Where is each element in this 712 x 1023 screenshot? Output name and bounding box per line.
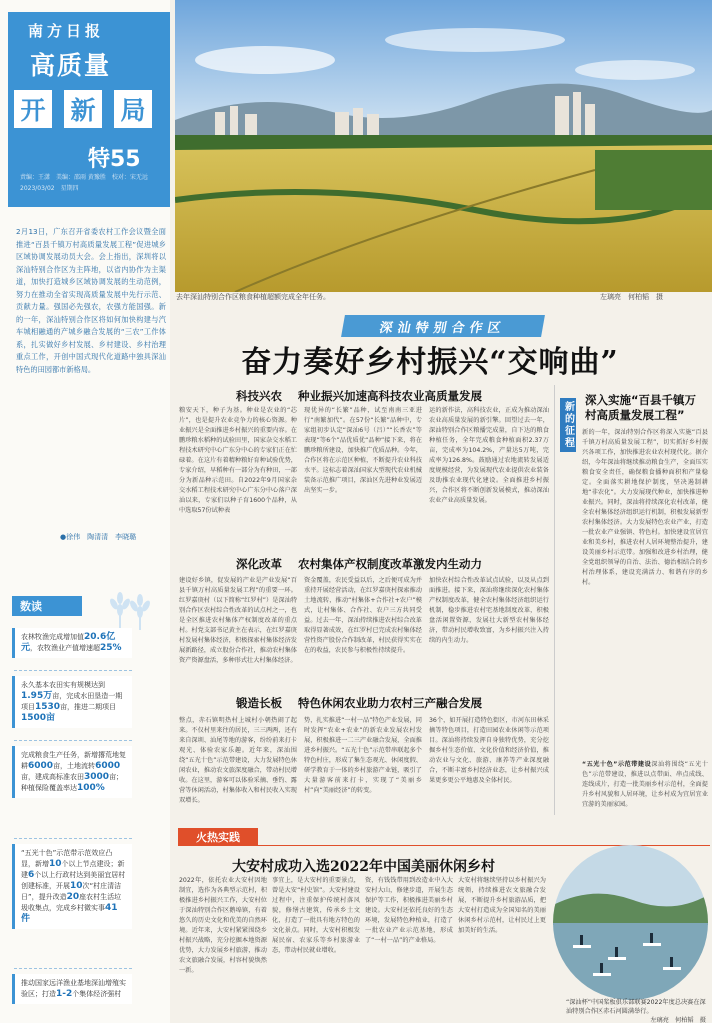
logo-char-1: 开 [14,90,52,128]
hot-story-title: 大安村成功入选2022年中国美丽休闲乡村 [232,859,495,875]
special-issue: 特55 [88,147,141,172]
section-3-heading: 锻造长板 特色休闲农业助力农村三产融合发展 [236,696,482,710]
stat-divider [14,838,132,839]
side-story-body: 新的一年，深汕特别合作区将深入实施“百县千镇万村高质量发展工程”，切实抓好乡村振兴各项工作，加快推进农业农村现代化。据介绍，今年深汕将继续推动粮食生产，全面压实粮食安全责任，确保粮食播种面积和产量稳定。全面落实耕地保护制度，坚决遏制耕地“非农化”。大力发展现代种业，加快推进种业振兴。同时，深汕将持续深化农村改革，健全农村集体经济组织运行机制，积极发展新型农村集体经济。大力发展特色农业产业，打造一批农业产业强镇、特色村。加快建设宜居宜业和美乡村，推进农村人居环境整治提升，建设美丽乡村示范带。加强和改进乡村治理，健全党组织领导的自治、法治、德治相结合的乡村治理体系，建设充满活力、和谐有序的乡村。 [582,429,708,586]
stat-item-1: 农林牧渔完成增加值20.6亿元，农牧渔业产值增速超25% [12,628,132,658]
section-1-col-1: 粮安天下，种子为基。种业是农业的“芯片”，也是提升农业竞争力的核心资源。种业振兴是全面推进乡村振兴的重要内容。在鹏珍粮水稻种的试验田里，国家杂交水稻工程技术研究中心广东分中心的专家们正在忙碌着。在这片有着精种粮好育种试验优势，专家介绍，早稻种有一部分为有种田，一部分为新品种示范田。自2022年9月国家杂交水稻工程技术研究中心广东分中心落户深汕以来，专家们以种子育1600个品种，从中选取57份试种表 [179,407,297,514]
stat-item-5: 推动国家远洋渔业基地深汕增殖实验区；打造1-2个集体经济强村 [12,974,132,1004]
hot-story-col-4: 大安村将继续坚持以乡村振兴为统领，持续推进农文旅融合发展，不断提升乡村旅游品质，把大安村打造成为全国知名的美丽休闲乡村示范村，让村民过上更加美好的生活。 [458,877,546,934]
headline-kicker: 深汕特别合作区 [341,315,545,337]
intro-text: 2月13日，广东召开省委农村工作会议暨全面推进“百县千镇万村高质量发展工程”促进城乡区域协调发展动员大会。会上指出，深圳将以深汕特别合作区为主阵地，以省内协作为主渠道，加快打造城乡区域协调发展的生动范例，努力在推动全省实现高质量发展中先行示范、贡献力量。强国必先强农，农强方能国强。新的一年，深汕特别合作区将如何加快构建与汽车城相融通的产城乡融合发展的“三农”工作体系，扎实做好乡村发展、乡村建设、乡村治理重点工作，开创中国式现代化道路中独具深汕特色的田园都市新格局。 [16,227,166,374]
masthead: 南方日报 [28,22,105,40]
top-photo [175,0,712,292]
section-3-col-1: 整点，赤石镇明热村上城村小朝热闹了起来。不仅村里来往的居民，三三两两，还有来自深圳、汕尾等地的游客，纷纷前来打卡观光、体验农家乐趣。近年来，深汕围绕“五光十色”示范带建设，大力发展特色休闲农业，推动农文旅深度融合，带动村民增收。在这里，游客可以体验采摘、垂钓、露营等休闲活动，村集体收入和村民收入实现双增长。 [179,717,297,804]
section-1-col-3: 运的新作法，高科技农业，正成为推动深汕农业高质量发展的新引擎。回望过去一年，深汕特别合作区粮播完成量，自下达的粮食种植任务，全年完成粮食种植面积2.37万亩，完成率为104.2%，产量达5万吨，完成率为126.8%。鼓励通过农地流转发展适度规模经营，为发展现代农业提供农业装备及助推农业现代化建设。全面推进乡村振兴，合作区将不断创新发展模式，推动深汕农业产业高质量发展。 [429,407,549,504]
section-1-heading: 科技兴农 种业振兴加速高科技农业高质量发展 [236,389,482,403]
side-story-tag: 新的征程 [560,398,576,452]
section-3-col-2: 势，扎实推进“一村一品”特色产业发展，同时发挥“农业+农业”的新农业发展农村发展，积极推进一二三产业融合发展，全面推进乡村振兴。“五光十色”示范带串联起多个特色村庄，形成了集生态观光、休闲度假、研学教育于一体的乡村旅游产业链，吸引了大量游客前来打卡，实现了“美丽乡村”向“美丽经济”的转变。 [304,717,422,794]
stat-item-3: 完成粮食生产任务，新增撂荒地复耕6000亩，土地流转6000亩，建成高标准农田3000亩；种植保险覆盖率达100% [12,746,132,798]
section-2-col-1: 建设好乡镇，促发展的产业是产业发展“百县千镇万村高质量发展工程”的重要一环。红罗嘉庚村（以下简称“红罗村”）是深汕特别合作区农村综合性改革的试点村之一，也是全区推进农村集体产权制度改革的重点村。村党支部书记黄主在表示，在红罗嘉庚村发展村集体经济，积极探索村集体经济发展新路径，成立股份合作社，推动农村集体资产资源盘活，多种形式壮大村集体经济。 [179,577,297,664]
wheat-icon [100,590,160,630]
hot-story-col-3: 资，有钱钱带用到改造业中入大安村大山，修建步道，开展生态保护等工作，积极推进美丽乡村建设。大安村还依托良好的生态环境，发展特色种植业，打造了一批农业产业示范基地，形成了“一村一品”的产业格局。 [365,877,453,944]
section-3-col-3: 36个，如开展打造特色街区，市河东田林采摘等特色项目，打造田园农业休闲等示范项目。深汕将持续发挥自身独特优势，充分挖掘乡村生态价值、文化价值和经济价值，推动农业与文化、旅游、康养等产业深度融合，不断丰富乡村经济业态，让乡村振兴成果更多更公平地惠及全体村民。 [429,717,549,784]
hot-story-col-2: 事宜上，是大安村的重要景点，曾是大安“村史馆”。大安村建设过程中，注重保护传统村落风貌，修缮古建筑，传承乡土文化，打造了一批具有地方特色的文化景点。同时，大安村积极发展民宿、农家乐等乡村旅游业态，带动村民就业增收。 [272,877,360,954]
paddleboard-photo [553,845,708,1000]
photo-caption: 去年深汕特别合作区粮食种植超额完成全年任务。 [176,293,330,301]
intro-author: ●徐伟 陶清清 李晓璐 [60,533,137,541]
logo-char-2: 新 [64,90,102,128]
stat-divider [14,670,132,671]
section-2-col-2: 资金覆盖，农民受益以后，之后便可成为并重持开展经营活动，在红罗嘉庚村探索推动土地流转，推动“村集体+合作社+农户”模式，让村集体、合作社、农户三方共同受益。过去一年，深汕持续推进农村综合改革取得显著成效，在红罗村已完成农村集体经营性资产股份合作制改革，村民获得实实在在的收益，农民参与积极性持续提升。 [304,577,422,654]
data-label: 数读 [12,596,82,616]
photo-credit: 左璃亮 何柏韬 摄 [600,293,663,301]
hot-story-col-1: 2022年，依托农业大安村因地制宜，选作为各典型示范村，积极推进乡村振兴工作，大安村位于深汕特别合作区鹅埠镇，有着悠久的历史文化和优美的自然环境。近年来，大安村紧紧围绕乡村振兴战略，充分挖掘本地资源优势，大力发展乡村旅游，推动农文旅融合发展，村容村貌焕然一新。 [179,877,267,974]
side-story-title: 深入实施“百县千镇万村高质量发展工程” [585,393,697,422]
stat-divider [14,740,132,741]
logo-char-3: 局 [114,90,152,128]
column-divider [554,385,555,815]
stat-divider [14,968,132,969]
column-logo [14,90,164,144]
side-story-sub: “五光十色”示范带建设深汕将围绕“五光十色”示范带建设，推进以点带面、串点成线、连线成片，打造一批美丽乡村示范村，全面提升乡村风貌和人居环境，让乡村成为宜居宜业宜游的美丽家园。 [582,761,708,808]
stat-item-2: 永久基本农田实有规模达到1.95万亩，完成水田垦造一期项目1530亩，推进二期项目1500亩 [12,676,132,728]
section-2-heading: 深化改革 农村集体产权制度改革激发内生动力 [236,557,482,571]
staff-credits: 责编：王潇 美编：邵雨 黄豫胜 校对：宋无远 2023/03/02 星期四 [20,174,148,192]
column-title: 高质量 [30,51,112,80]
headline: 奋力奏好乡村振兴“交响曲” [241,345,619,380]
paddleboard-caption: “深汕杯”中国桨板俱乐部联赛2022年度总决赛在深汕特别合作区赤石河圆满举行。 左璃亮 何柏韬 摄 [566,999,706,1023]
stat-item-4: “五光十色”示范带示范效应凸显，新增10个以上节点建设；新建6个以上行政村达到美丽宜居村创建标准，开展10次“村庄清洁日”，提升改造20座农村生活垃圾收集点，完成乡村微实事41件 [12,844,132,929]
section-1-col-2: 现优异的“长繁”品种，试至南南三亚进行“南繁加代”。在57份“长繁”品种中，专家组初步认定“深汕6号（吕）”“长香农”等表现“等6个”品优质优“品种”接下来，将在鹏珍粮所建设，加快推广优质品种。今年，合作区将在示范区种植，不断提升农业科技水平。这标志着深汕国家大型现代农业机械装备示范推广项目，深汕区先进种业发展迈出坚实一步。 [304,407,422,494]
section-2-col-3: 加快农村综合性改革试点试验，以及从点到面推进。接下来，深汕将继续深化农村集体产权制度改革，健全农村集体经济组织运行机制，稳步推进农村宅基地制度改革，积极盘活闲置资源，发展壮大新型农村集体经济，带动村民增收致富，为乡村振兴注入持续的内生动力。 [429,577,549,644]
hot-story-tag: 火热实践 [178,828,258,846]
